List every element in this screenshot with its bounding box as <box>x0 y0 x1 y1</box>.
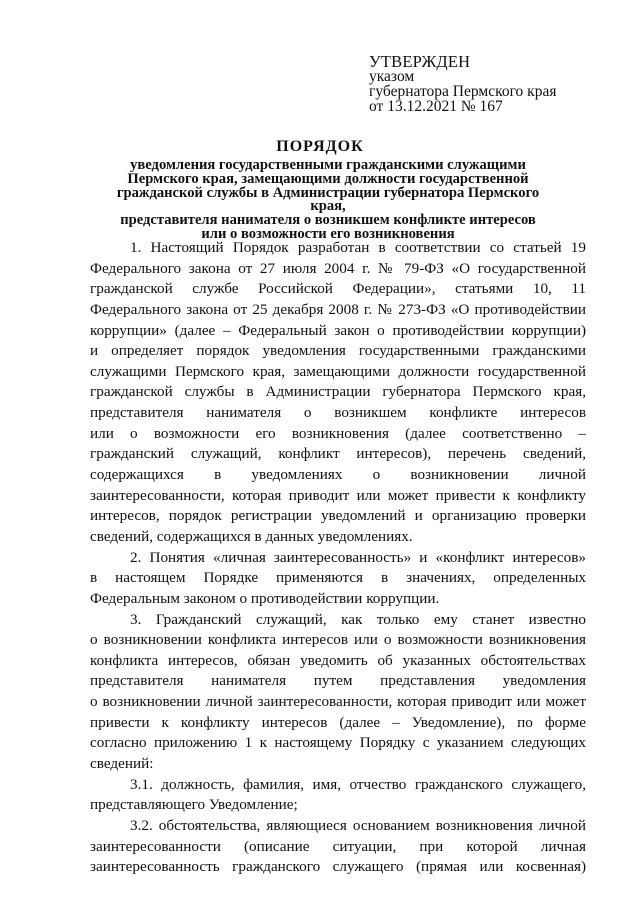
body-line: сведений, содержащихся в данных уведомлениях. <box>90 527 413 545</box>
document-subtitle <box>108 159 548 242</box>
body-line: конфликта интересов, обязан уведомить об указанных обстоятельствах <box>90 651 586 669</box>
body-line: заинтересованности (описание ситуации, при которой личная <box>90 837 586 855</box>
body-line: Федеральным законом о противодействии коррупции. <box>90 589 440 607</box>
approval-heading: УТВЕРЖДЕН <box>369 52 471 71</box>
body-line: 3. Гражданский служащий, как только ему станет известно <box>130 610 586 628</box>
body-line: представителя нанимателя о возникшем конфликте интересов <box>90 404 586 422</box>
body-line: 2. Понятия «личная заинтересованность» и «конфликт интересов» <box>130 548 586 566</box>
subtitle-line: Пермского края, замещающими должности государственной <box>127 170 529 187</box>
body-line: гражданский служащий, конфликт интересов), перечень сведений, <box>90 445 586 463</box>
document-body <box>90 238 586 878</box>
body-line: 3.2. обстоятельства, являющиеся основанием возникновения личной <box>130 816 586 834</box>
approval-decree: указом <box>369 68 415 85</box>
subtitle-line: представителя нанимателя о возникшем конфликте интересов <box>120 212 536 229</box>
subtitle-line: уведомления государственными гражданскими служащими <box>130 157 526 173</box>
body-line: представляющего Уведомление; <box>90 796 298 814</box>
subtitle-line: или о возможности его возникновения <box>201 225 455 242</box>
body-line: согласно приложению 1 к настоящему Порядку с указанием следующих <box>90 734 586 752</box>
document-title: ПОРЯДОК <box>276 138 364 155</box>
body-line: Федерального закона от 27 июля 2004 г. № 79-ФЗ «О государственной <box>90 259 586 277</box>
body-line: гражданской службы в Администрации губернатора Пермского края, <box>90 383 586 401</box>
subtitle-line: гражданской службы в Администрации губернатора Пермского края, <box>116 184 540 215</box>
approval-issuer: губернатора Пермского края <box>369 83 557 100</box>
approval-stamp <box>369 54 619 114</box>
body-line: о возникновении конфликта интересов или о возможности возникновения <box>90 631 586 649</box>
body-line: служащими Пермского края, замещающими должности государственной <box>90 362 586 380</box>
body-line: 1. Настоящий Порядок разработан в соответствии со статьей 19 <box>130 239 586 256</box>
body-line: содержащихся в уведомлениях о возникновении личной <box>90 466 586 484</box>
body-line: и определяет порядок уведомления государственными гражданскими <box>90 342 586 360</box>
body-line: гражданской службе Российской Федерации», статьями 10, 11 <box>90 280 586 298</box>
body-line: коррупции» (далее – Федеральный закон о противодействии коррупции) <box>90 321 586 339</box>
body-line: заинтересованность гражданского служащего (прямая или косвенная) <box>90 858 586 876</box>
body-line: или о возможности его возникновения (далее соответственно – <box>90 424 586 442</box>
body-line: интересов, порядок регистрации уведомлений и организацию проверки <box>90 507 586 525</box>
body-line: заинтересованности, которая приводит или может привести к конфликту <box>90 486 586 504</box>
approval-date-number: от 13.12.2021 № 167 <box>369 98 503 115</box>
body-line: 3.1. должность, фамилия, имя, отчество гражданского служащего, <box>130 775 586 793</box>
body-line: Федерального закона от 25 декабря 2008 г. № 273-ФЗ «О противодействии <box>90 300 586 318</box>
body-line: в настоящем Порядке применяются в значениях, определенных <box>90 569 586 587</box>
body-line: сведений: <box>90 755 154 773</box>
body-line: привести к конфликту интересов (далее – Уведомление), по форме <box>90 713 586 731</box>
body-line: о возникновении личной заинтересованности, которая приводит или может <box>90 693 586 711</box>
body-line: представителя нанимателя путем представления уведомления <box>90 672 586 690</box>
